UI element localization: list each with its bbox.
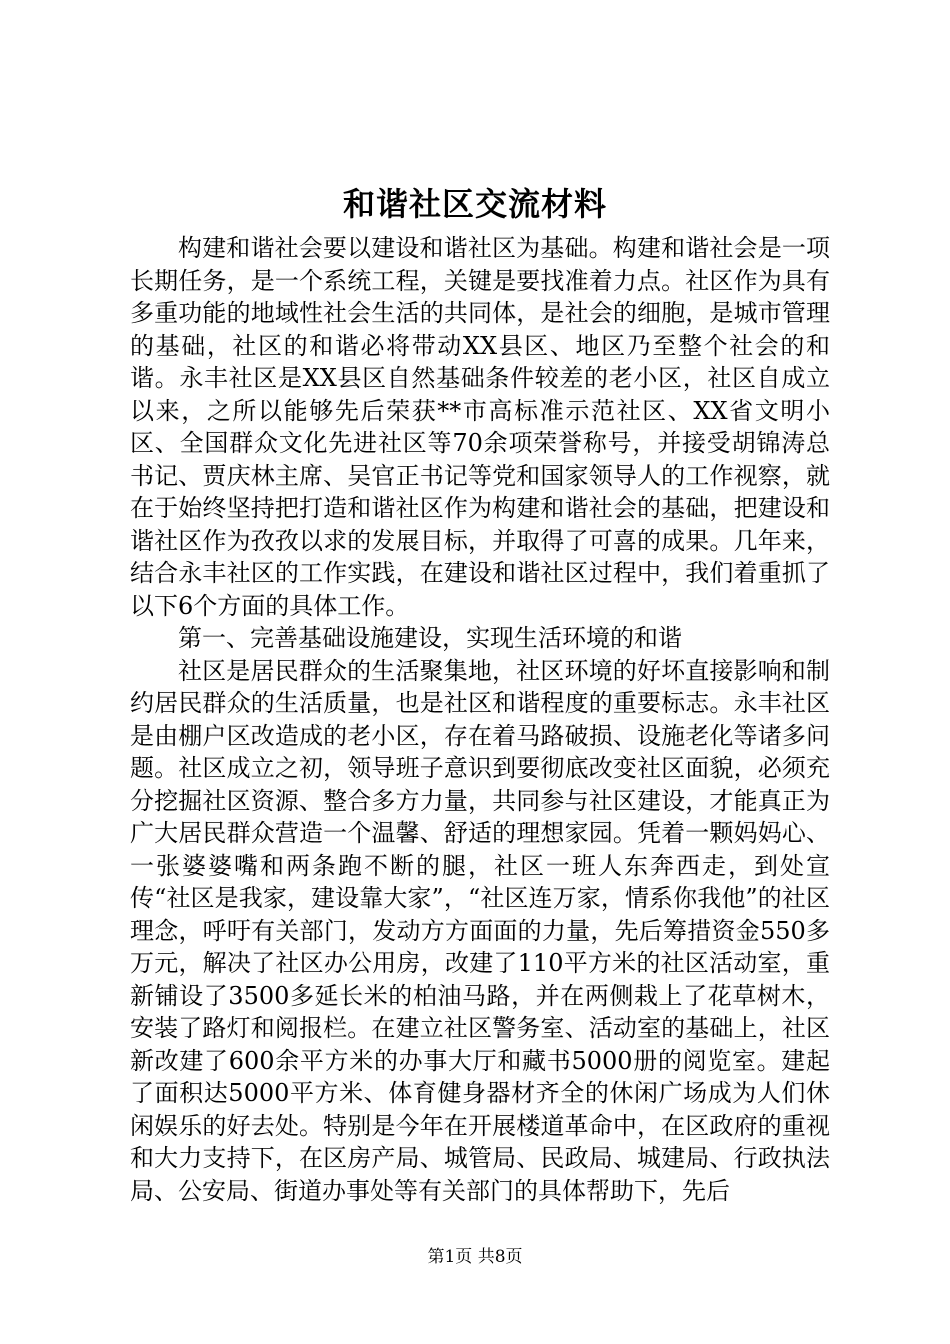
intro-paragraph: 构建和谐社会要以建设和谐社区为基础。构建和谐社会是一项长期任务，是一个系统工程，关键是要找准着力点。社区作为具有多重功能的地域性社会生活的共同体，是社会的细胞，是城市管理的基础，社区的和谐必将带动XX县区、地区乃至整个社会的和谐。永丰社区是XX县区自然基础条件较差的老小区，社区自成立以来，之所以能够先后荣获**市高标准示范社区、XX省文明小区、全国群众文化先进社区等70余项荣誉称号，并接受胡锦涛总书记、贾庆林主席、吴官正书记等党和国家领导人的工作视察，就在于始终坚持把打造和谐社区作为构建和谐社会的基础，把建设和谐社区作为孜孜以求的发展目标，并取得了可喜的成果。几年来，结合永丰社区的工作实践，在建设和谐社区过程中，我们着重抓了以下6个方面的具体工作。 [130,234,830,620]
document-title: 和谐社区交流材料 [342,185,607,223]
page-indicator: 第1页 共8页 [427,1247,523,1267]
section-heading: 第一、完善基础设施建设，实现生活环境的和谐 [178,624,682,652]
document-body [130,232,830,1207]
section-paragraph: 社区是居民群众的生活聚集地，社区环境的好坏直接影响和制约居民群众的生活质量，也是社区和谐程度的重要标志。永丰社区是由棚户区改造成的老小区，存在着马路破损、设施老化等诸多问题。社区成立之初，领导班子意识到要彻底改变社区面貌，必须充分挖掘社区资源、整合多方力量，共同参与社区建设，才能真正为广大居民群众营造一个温馨、舒适的理想家园。凭着一颗妈妈心、一张婆婆嘴和两条跑不断的腿，社区一班人东奔西走，到处宣传“社区是我家，建设靠大家”，“社区连万家，情系你我他”的社区理念，呼吁有关部门，发动方方面面的力量，先后筹措资金550多万元，解决了社区办公用房，改建了110平方米的社区活动室，重新铺设了3500多延长米的柏油马路，并在两侧栽上了花草树木，安装了路灯和阅报栏。在建立社区警务室、活动室的基础上，社区新改建了600余平方米的办事大厅和藏书5000册的阅览室。建起了面积达5000平方米、体育健身器材齐全的休闲广场成为人们休闲娱乐的好去处。特别是今年在开展楼道革命中，在区政府的重视和大力支持下，在区房产局、城管局、民政局、城建局、行政执法局、公安局、街道办事处等有关部门的具体帮助下，先后 [130,656,830,1205]
